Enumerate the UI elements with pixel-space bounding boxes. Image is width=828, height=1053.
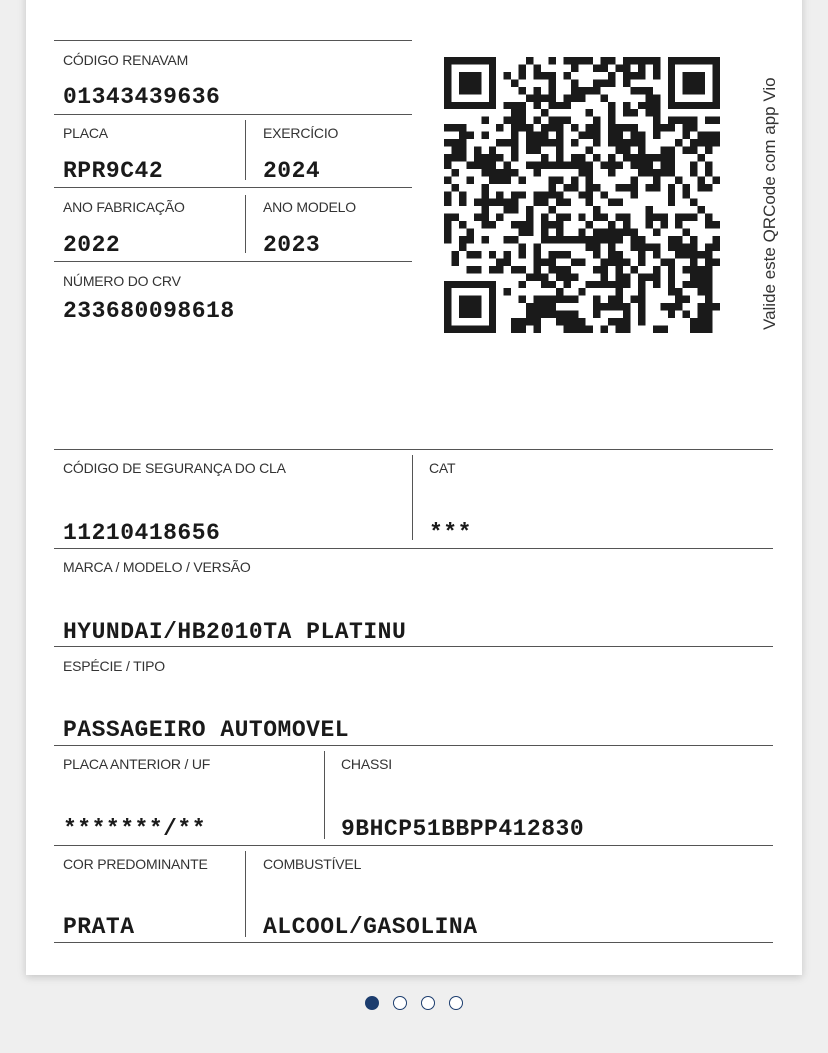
especie-tipo-label: ESPÉCIE / TIPO [63, 658, 165, 674]
placa-anterior-label: PLACA ANTERIOR / UF [63, 756, 211, 772]
ano-fabricacao-value: 2022 [63, 232, 121, 258]
qr-caption: Valide este QRCode com app Vio [760, 77, 779, 330]
page-dot-2[interactable] [393, 996, 407, 1010]
cat-value: *** [429, 520, 472, 546]
renavam-value: 01343439636 [63, 84, 221, 110]
page-dot-1[interactable] [365, 996, 379, 1010]
renavam-label: CÓDIGO RENAVAM [63, 52, 189, 68]
placa-value: RPR9C42 [63, 158, 164, 184]
divider [54, 261, 412, 262]
chassi-value: 9BHCP51BBPP412830 [341, 816, 585, 842]
ano-fabricacao-label: ANO FABRICAÇÃO [63, 199, 185, 215]
divider [54, 114, 412, 115]
divider [54, 646, 773, 647]
ano-modelo-value: 2023 [263, 232, 321, 258]
divider [54, 845, 773, 846]
page-dot-3[interactable] [421, 996, 435, 1010]
divider [54, 942, 773, 943]
divider [245, 195, 246, 253]
divider [412, 455, 413, 540]
seguranca-cla-label: CÓDIGO DE SEGURANÇA DO CLA [63, 460, 286, 476]
ano-modelo-label: ANO MODELO [263, 199, 356, 215]
page-dot-4[interactable] [449, 996, 463, 1010]
marca-modelo-value: HYUNDAI/HB2010TA PLATINU [63, 619, 407, 645]
exercicio-value: 2024 [263, 158, 321, 184]
page-indicator [0, 996, 828, 1010]
numero-crv-value: 233680098618 [63, 298, 235, 324]
divider [54, 40, 412, 41]
divider [54, 745, 773, 746]
divider [245, 851, 246, 937]
marca-modelo-label: MARCA / MODELO / VERSÃO [63, 559, 251, 575]
cor-value: PRATA [63, 914, 135, 940]
combustivel-label: COMBUSTÍVEL [263, 856, 362, 872]
divider [54, 187, 412, 188]
divider [324, 751, 325, 839]
exercicio-label: EXERCÍCIO [263, 125, 339, 141]
vehicle-document-card [26, 0, 802, 975]
numero-crv-label: NÚMERO DO CRV [63, 273, 181, 289]
qr-code-icon [444, 57, 720, 333]
placa-anterior-value: *******/** [63, 816, 207, 842]
cat-label: CAT [429, 460, 456, 476]
placa-label: PLACA [63, 125, 108, 141]
divider [245, 120, 246, 180]
cor-label: COR PREDOMINANTE [63, 856, 208, 872]
divider [54, 449, 773, 450]
combustivel-value: ALCOOL/GASOLINA [263, 914, 478, 940]
especie-tipo-value: PASSAGEIRO AUTOMOVEL [63, 717, 350, 743]
seguranca-cla-value: 11210418656 [63, 520, 221, 546]
chassi-label: CHASSI [341, 756, 392, 772]
divider [54, 548, 773, 549]
